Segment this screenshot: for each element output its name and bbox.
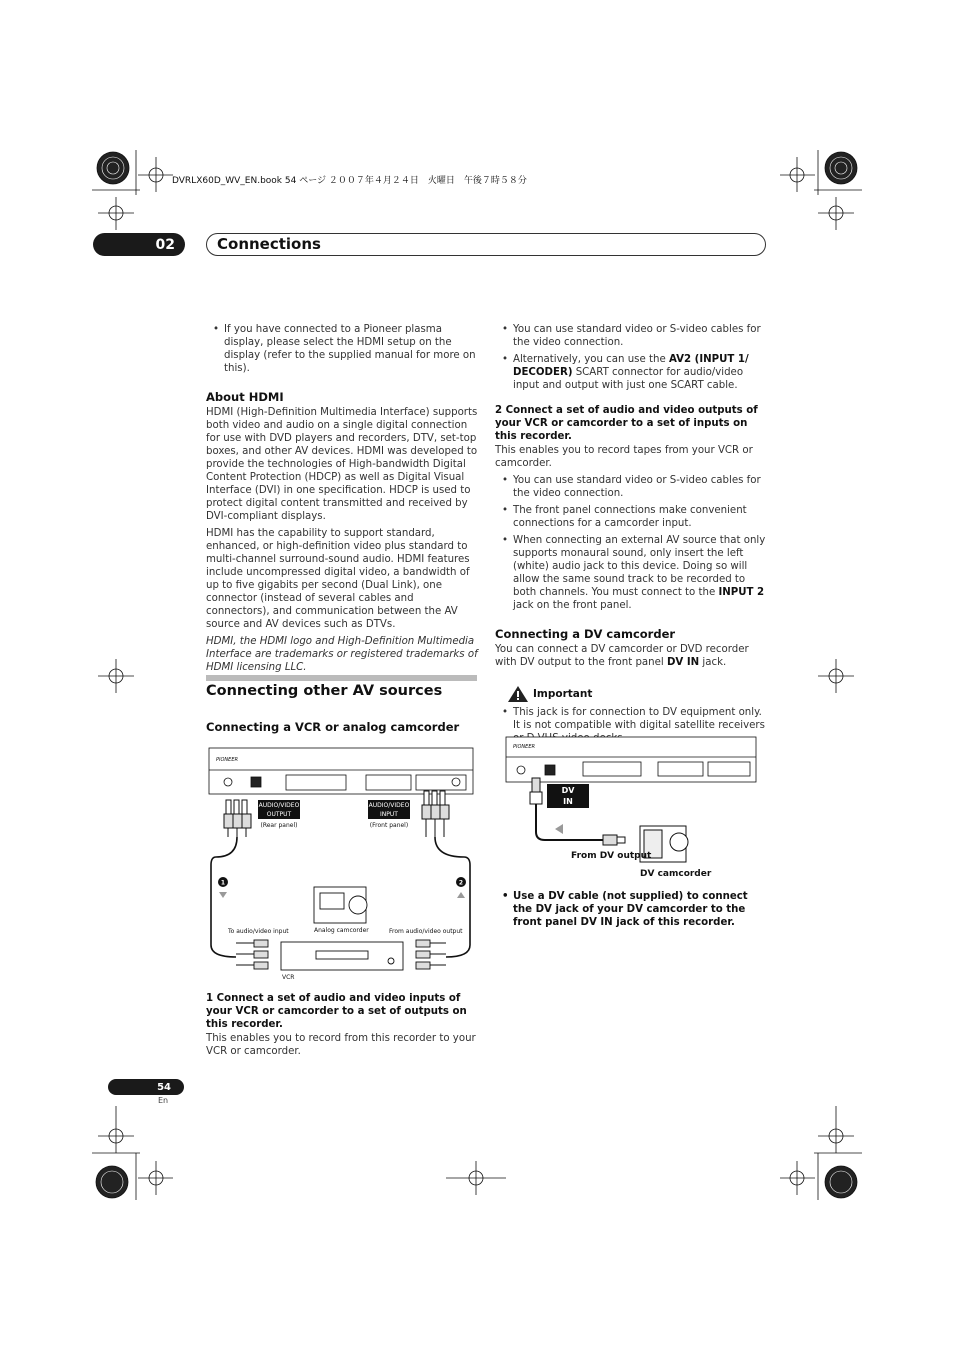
section-title: Connecting other AV sources — [206, 683, 443, 699]
about-hdmi-heading: About HDMI — [206, 390, 284, 404]
bullet-5-text-bold: INPUT 2 — [718, 587, 765, 598]
input-tag-line-2: INPUT — [380, 811, 398, 818]
arrow-left-icon — [555, 824, 563, 834]
bullet-2-text-a: Alternatively, you can use the — [513, 354, 669, 365]
dv-cable — [536, 804, 603, 840]
left-column-bottom — [206, 992, 478, 1062]
dv-plug — [530, 778, 542, 804]
about-hdmi-paragraph-1: HDMI (High-Definition Multimedia Interface) supports both video and audio on a single digital connection for use with DVD players and recorders, DTV, set-top boxes, and other AV devices. HDMI was developed to provide the technologies of High-bandwidth Digital Content Protection (HDCP) as well as Digital Visual Interface (DVI) in one specification. HDCP is used to protect digital content transmitted and received by DVI-compliant displays. — [206, 407, 478, 522]
bullet-2-text-bold: AV2 (INPUT 1/ DECODER) — [513, 354, 749, 378]
dv-cable-plug — [603, 835, 625, 845]
dv-text-bold: DV IN — [666, 657, 700, 668]
analog-camcorder-icon — [314, 887, 367, 923]
step-2-text: This enables you to record tapes from your VCR or camcorder. — [495, 445, 753, 469]
page-language: En — [158, 1096, 169, 1105]
output-tag-line-2: OUTPUT — [266, 811, 292, 818]
page-number: 54 — [108, 1079, 184, 1095]
dv-in-tag-line-1: DV — [561, 786, 575, 795]
vcr-heading: Connecting a VCR or analog camcorder — [206, 720, 460, 734]
input-tag-line-1: AUDIO/VIDEO — [368, 802, 410, 809]
vcr-icon — [281, 942, 403, 970]
left-column-top — [206, 323, 478, 678]
chapter-title: Connections — [217, 235, 321, 253]
output-plugs — [224, 800, 251, 837]
important-title: Important — [533, 687, 593, 700]
dv-text-b: jack. — [699, 657, 727, 668]
dv-camcorder-label: DV camcorder — [640, 869, 712, 879]
final-instruction — [495, 890, 767, 933]
intro-bullet: • If you have connected to a Pioneer plasma display, please select the HDMI setup on the display (refer to the supplied manual for more on this). — [206, 323, 478, 375]
about-hdmi-paragraph-2: HDMI has the capability to support standard, enhanced, or high-definition video plus standard to multi-channel surround-sound audio. HDMI features include uncompressed digital video, a bandwidth of up to five gigabits per second (Dual Link), one connector (instead of several cables and connectors), and communication between the AV source and AV devices such as DTVs. — [206, 528, 470, 630]
svg-text:PIONEER: PIONEER — [513, 744, 535, 750]
step-badge-1-number: 1 — [220, 879, 226, 887]
bullet-5-text-a: When connecting an external AV source that only supports monaural sound, only insert the left (white) audio jack to this device. Doing so will allow the same sound track to be recorded to both channels. You must connect to the — [513, 535, 766, 598]
camcorder-label: Analog camcorder — [314, 927, 369, 934]
dv-in-tag-line-2: IN — [563, 797, 573, 806]
dv-text — [495, 643, 767, 669]
chapter-number: 02 — [93, 233, 185, 256]
dv-heading: Connecting a DV camcorder — [495, 627, 676, 641]
dv-text-a: You can connect a DV camcorder or DVD recorder with DV output to the front panel — [495, 644, 749, 668]
section-divider — [206, 675, 477, 681]
vcr-connection-diagram — [206, 745, 478, 985]
step-badge-2-number: 2 — [458, 879, 464, 887]
right-bullet-5 — [495, 534, 767, 612]
arrow-up-icon — [457, 892, 465, 898]
input-caption: (Front panel) — [369, 822, 409, 829]
bullet-2-text-b: SCART connector for audio/video input and output with just one SCART cable. — [513, 367, 744, 391]
right-bullet-2 — [495, 353, 767, 392]
input-plugs — [422, 791, 449, 837]
bullet-5-text-b: jack on the front panel. — [513, 600, 632, 611]
output-tag-line-1: AUDIO/VIDEO — [258, 802, 300, 809]
right-bullet-3: • You can use standard video or S-video cables for the video connection. — [495, 474, 767, 500]
right-bullet-1: • You can use standard video or S-video cables for the video connection. — [495, 323, 767, 349]
dv-connection-diagram — [503, 734, 763, 884]
file-stamp: DVRLX60D_WV_EN.book 54 ページ ２００７年４月２４日 火曜日 午後７時５８分 — [172, 176, 527, 186]
dv-recorder-illustration — [506, 737, 756, 782]
step-2-title: 2 Connect a set of audio and video outputs of your VCR or camcorder to a set of inputs on this recorder. — [495, 405, 758, 442]
right-bullet-4: • The front panel connections make convenient connections for a camcorder input. — [495, 504, 767, 530]
hdmi-trademark-note: HDMI, the HDMI logo and High-Definition Multimedia Interface are trademarks or registered trademarks of HDMI licensing LLC. — [206, 636, 478, 673]
final-bullet: • Use a DV cable (not supplied) to connect the DV jack of your DV camcorder to the front panel DV IN jack of this recorder. — [495, 890, 767, 929]
step-1-text: This enables you to record from this recorder to your VCR or camcorder. — [206, 1033, 476, 1057]
from-output-label: From audio/video output — [389, 928, 463, 935]
warning-icon — [507, 685, 529, 703]
to-input-label: To audio/video input — [228, 928, 289, 935]
svg-text:PIONEER: PIONEER — [216, 757, 238, 763]
arrow-down-icon — [219, 892, 227, 898]
important-bullet: • This jack is for connection to DV equipment only. It is not compatible with digital satellite receivers — [495, 706, 767, 745]
from-dv-output-label: From DV output — [571, 851, 652, 861]
recorder-illustration — [209, 748, 473, 794]
output-caption: (Rear panel) — [260, 822, 298, 829]
vcr-label: VCR — [282, 974, 295, 981]
step-1-title: 1 Connect a set of audio and video inputs of your VCR or camcorder to a set of outputs on this recorder. — [206, 993, 467, 1030]
right-column — [495, 323, 767, 749]
important-box — [495, 685, 767, 703]
